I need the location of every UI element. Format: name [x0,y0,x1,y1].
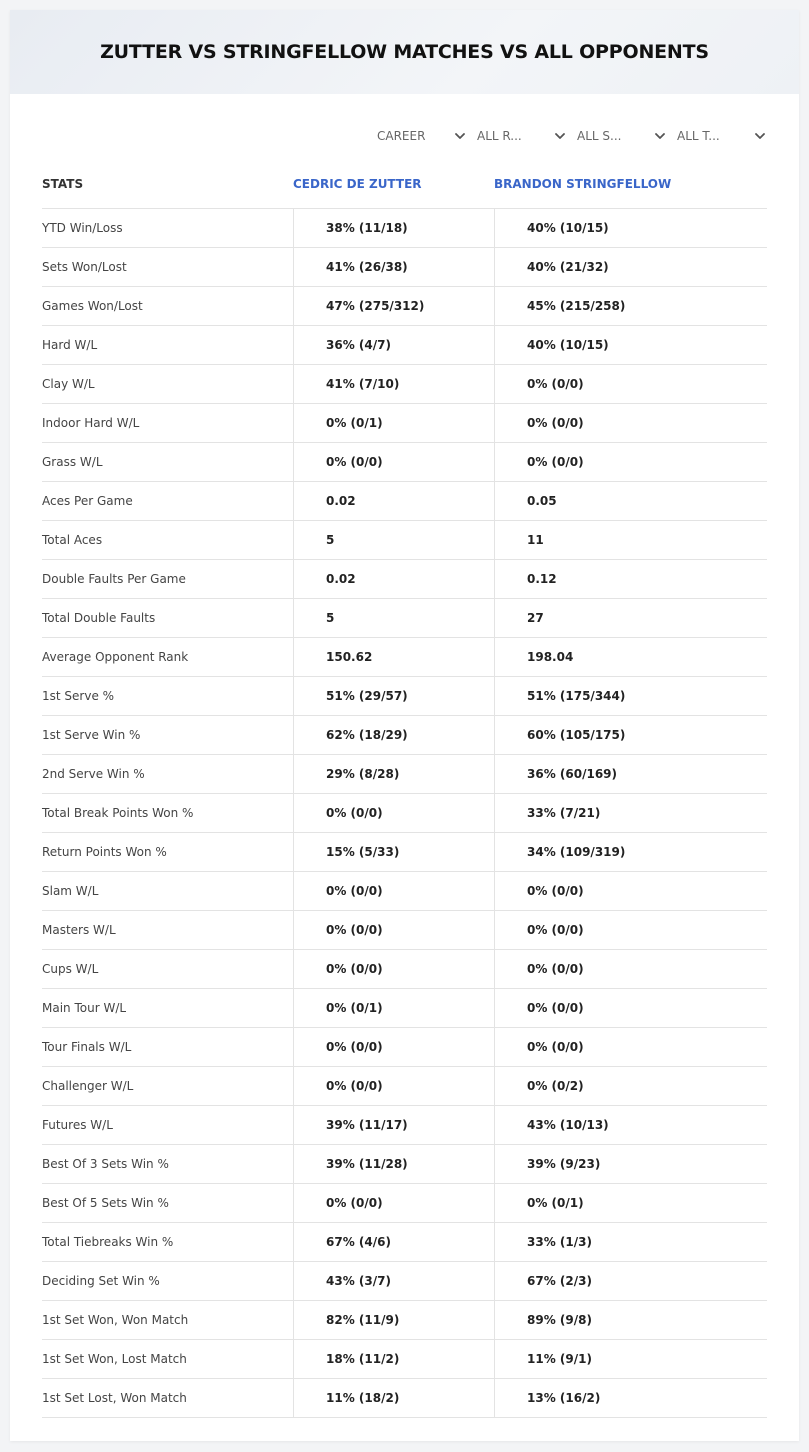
player2-value: 39% (9/23) [494,1145,767,1183]
player2-value: 45% (215/258) [494,287,767,325]
stat-label: Return Points Won % [42,845,167,859]
stat-label: Total Tiebreaks Win % [42,1235,174,1249]
player1-value: 0% (0/1) [293,989,494,1027]
table-row [42,1106,767,1145]
player2-value: 33% (7/21) [494,794,767,832]
player2-value: 13% (16/2) [494,1379,767,1417]
table-row [42,1379,767,1418]
player1-value: 0% (0/0) [293,872,494,910]
table-row [42,1340,767,1379]
player2-value: 0.05 [494,482,767,520]
player2-value: 0% (0/2) [494,1067,767,1105]
stat-label: Double Faults Per Game [42,572,186,586]
filter-round-select[interactable] [467,124,567,148]
filter-period-select[interactable] [367,124,467,148]
player2-value: 40% (21/32) [494,248,767,286]
table-header [42,160,767,209]
player1-value: 0% (0/0) [293,1028,494,1066]
table-row [42,677,767,716]
stat-label: Slam W/L [42,884,99,898]
table-row [42,287,767,326]
player1-value: 38% (11/18) [293,209,494,247]
stat-label: Average Opponent Rank [42,650,189,664]
player1-value: 18% (11/2) [293,1340,494,1378]
table-row [42,1262,767,1301]
player1-value: 0% (0/0) [293,443,494,481]
player1-value: 41% (26/38) [293,248,494,286]
chevron-down-icon [653,129,667,143]
header-player2-link[interactable]: BRANDON STRINGFELLOW [494,177,672,191]
player2-value: 0% (0/0) [494,872,767,910]
stat-label: Deciding Set Win % [42,1274,160,1288]
player1-value: 67% (4/6) [293,1223,494,1261]
stat-label: Grass W/L [42,455,103,469]
stat-label: Best Of 5 Sets Win % [42,1196,169,1210]
player1-value: 0% (0/1) [293,404,494,442]
table-row [42,248,767,287]
stat-label: Main Tour W/L [42,1001,127,1015]
player1-value: 43% (3/7) [293,1262,494,1300]
header-player1-link[interactable]: CEDRIC DE ZUTTER [293,177,422,191]
stat-label: Aces Per Game [42,494,133,508]
stat-label: Games Won/Lost [42,299,143,313]
stat-label: 1st Set Lost, Won Match [42,1391,187,1405]
table-row [42,911,767,950]
player2-value: 11% (9/1) [494,1340,767,1378]
table-row [42,326,767,365]
stat-label: 1st Serve % [42,689,115,703]
card-header [10,10,799,94]
player2-value: 40% (10/15) [494,326,767,364]
player2-value: 198.04 [494,638,767,676]
player2-value: 43% (10/13) [494,1106,767,1144]
player2-value: 51% (175/344) [494,677,767,715]
stat-label: Total Double Faults [42,611,156,625]
stat-label: YTD Win/Loss [42,221,123,235]
player2-value: 34% (109/319) [494,833,767,871]
stat-label: 1st Set Won, Won Match [42,1313,189,1327]
table-body [42,209,767,1418]
table-row [42,521,767,560]
stat-label: Hard W/L [42,338,98,352]
player1-value: 0% (0/0) [293,911,494,949]
player1-value: 5 [293,599,494,637]
stat-label: Masters W/L [42,923,116,937]
player2-value: 0% (0/0) [494,950,767,988]
player1-value: 39% (11/17) [293,1106,494,1144]
stat-label: Clay W/L [42,377,95,391]
stat-label: Cups W/L [42,962,99,976]
player2-value: 27 [494,599,767,637]
page-title: ZUTTER VS STRINGFELLOW MATCHES VS ALL OPPONENTS [100,41,709,63]
stat-label: Futures W/L [42,1118,113,1132]
table-row [42,1301,767,1340]
filter-label: ALL S... [577,129,622,143]
table-row [42,872,767,911]
player1-value: 15% (5/33) [293,833,494,871]
stats-card [10,10,799,1441]
stat-label: 2nd Serve Win % [42,767,145,781]
stat-label: 1st Serve Win % [42,728,141,742]
player2-value: 0% (0/1) [494,1184,767,1222]
player1-value: 62% (18/29) [293,716,494,754]
player2-value: 33% (1/3) [494,1223,767,1261]
player2-value: 89% (9/8) [494,1301,767,1339]
table-row [42,794,767,833]
filter-surface-select[interactable] [567,124,667,148]
header-stats: STATS [42,177,84,191]
chevron-down-icon [453,129,467,143]
table-row [42,833,767,872]
table-row [42,365,767,404]
table-row [42,404,767,443]
filter-label: CAREER [377,129,426,143]
player1-value: 29% (8/28) [293,755,494,793]
stat-label: Sets Won/Lost [42,260,127,274]
table-row [42,443,767,482]
player1-value: 47% (275/312) [293,287,494,325]
table-row [42,1067,767,1106]
table-row [42,1028,767,1067]
player2-value: 0% (0/0) [494,365,767,403]
table-row [42,1145,767,1184]
player2-value: 0.12 [494,560,767,598]
stat-label: Best Of 3 Sets Win % [42,1157,169,1171]
table-row [42,716,767,755]
filter-label: ALL R... [477,129,522,143]
stat-label: Challenger W/L [42,1079,134,1093]
filter-label: ALL T... [677,129,720,143]
table-row [42,950,767,989]
table-row [42,599,767,638]
player2-value: 0% (0/0) [494,443,767,481]
stat-label: Total Break Points Won % [42,806,194,820]
table-row [42,1223,767,1262]
stat-label: Tour Finals W/L [42,1040,132,1054]
player2-value: 60% (105/175) [494,716,767,754]
stat-label: 1st Set Won, Lost Match [42,1352,187,1366]
player1-value: 0% (0/0) [293,950,494,988]
player2-value: 40% (10/15) [494,209,767,247]
filter-tournament-select[interactable] [667,124,767,148]
player2-value: 67% (2/3) [494,1262,767,1300]
player2-value: 36% (60/169) [494,755,767,793]
player1-value: 36% (4/7) [293,326,494,364]
table-row [42,755,767,794]
player1-value: 41% (7/10) [293,365,494,403]
player2-value: 0% (0/0) [494,989,767,1027]
chevron-down-icon [753,129,767,143]
table-row [42,560,767,599]
player1-value: 39% (11/28) [293,1145,494,1183]
table-row [42,638,767,677]
player1-value: 0.02 [293,560,494,598]
player1-value: 5 [293,521,494,559]
filter-bar [367,124,767,148]
player1-value: 11% (18/2) [293,1379,494,1417]
table-row [42,1184,767,1223]
table-row [42,482,767,521]
player2-value: 11 [494,521,767,559]
player1-value: 82% (11/9) [293,1301,494,1339]
player1-value: 0% (0/0) [293,1184,494,1222]
player1-value: 0% (0/0) [293,794,494,832]
player2-value: 0% (0/0) [494,1028,767,1066]
chevron-down-icon [553,129,567,143]
stat-label: Indoor Hard W/L [42,416,140,430]
player2-value: 0% (0/0) [494,404,767,442]
player1-value: 0.02 [293,482,494,520]
stat-label: Total Aces [42,533,103,547]
table-row [42,989,767,1028]
player1-value: 150.62 [293,638,494,676]
player1-value: 51% (29/57) [293,677,494,715]
player2-value: 0% (0/0) [494,911,767,949]
table-row [42,209,767,248]
player1-value: 0% (0/0) [293,1067,494,1105]
stats-table [42,160,767,1418]
